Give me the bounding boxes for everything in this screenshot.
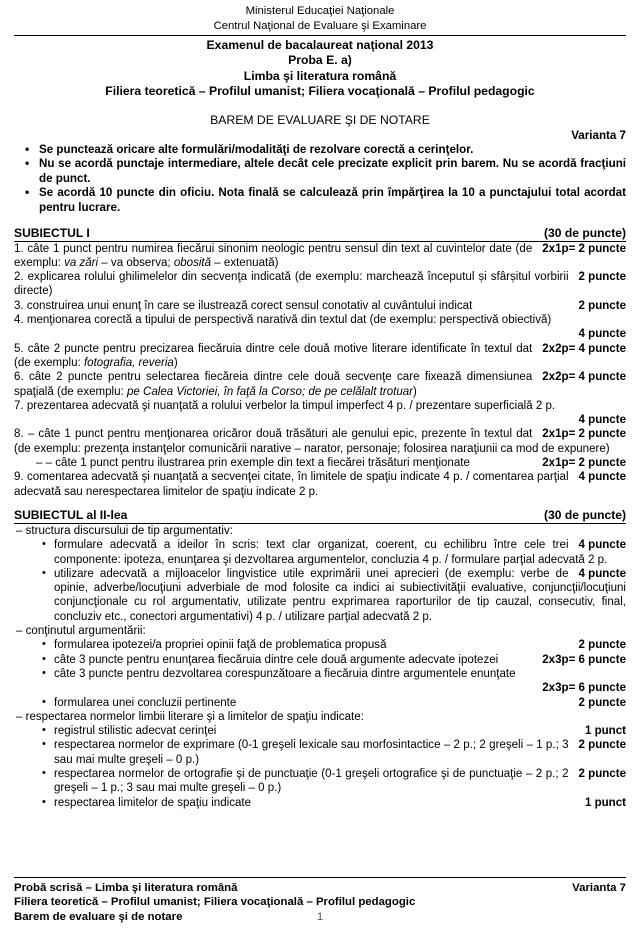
subject-1-item-9 [14,470,626,499]
points-value: 2 puncte [578,271,626,284]
subject-1-item-8b: 2x1p= 2 puncte – – câte 1 punct pentru ilustrarea prin exemple din text a fiecărei trăsături menţionate [36,457,626,470]
item-text: respectarea normelor de ortografie şi de punctuaţie (0-1 greşeli ortografice şi de punctuaţie – 2 p.; 2 greşeli – 1 p.; 3 sau mai multe greşeli – 0 p.) [54,767,569,795]
subject-1-item-7 [14,399,626,413]
subject-2-title: SUBIECTUL al II-lea [14,507,128,522]
exam-title-line-1: Examenul de bacalaureat naţional 2013 [206,38,434,52]
points-value: • 2 puncte [578,767,626,780]
criteria-item [14,653,626,667]
header-divider [14,35,626,36]
subject-1-item-1 [14,242,626,271]
item-text: 9. comentarea adecvată şi nuanţată a secvenţei citate, în limitele de spaţiu indicate 4 p. / comentarea parţial adecvată sau nerespectarea limitelor de spaţiu indicate 2 p. [14,471,569,498]
points-value: • 4 puncte [578,539,626,552]
item-emphasis: va zări [64,256,99,269]
item-text: utilizare adecvată a mijloacelor lingvistice utile exprimării unei aprecieri (de exemplu: verbe de opinie, adverbe/locuţiuni adverbiale de mod folosite ca indici ai subiectivităţii evaluative, conjuncţii/locuţiuni conjuncţionale cu rol argumentativ, utilizate pentru exprimarea raporturilor de tip cauzal, consecutiv, final, concluziv etc., conectori argumentativi) 4 p. / utilizare parţial adecvată 2 p. [54,567,626,623]
document-header [14,4,626,142]
item-text: – va observa; [98,256,174,269]
item-text: 8. – câte 1 punct pentru menţionarea oricăror două trăsături ale genului epic, prezente în textul dat (de exemplu: prezenţa instanţelor comunicării narative – narator, personaje; folosirea naraţiunii ca mod de expunere) [14,428,610,455]
barem-title: BAREM DE EVALUARE ŞI DE NOTARE [210,112,430,127]
points-value: • 2 puncte [578,696,626,709]
subject-1-item-8a [14,427,626,456]
item-text: 2. explicarea rolului ghilimelelor din secvenţa indicată (de exemplu: marchează începutul și sfârșitul vorbirii directe) [14,271,569,298]
points-value: 2x1p= 2 puncte [542,457,626,470]
points-value: • 4 puncte [578,567,626,580]
points-value: 2x1p= 2 puncte [542,428,626,441]
points-value: 2x2p= 4 puncte [542,371,626,384]
item-text: respectarea normelor de exprimare (0-1 greşeli lexicale sau morfosintactice – 2 p.; 2 greşeli – 1 p.; 3 sau mai multe greşeli – 0 p.) [54,739,569,766]
points-value: 2x2p= 4 puncte [542,342,626,355]
points-value: • 1 punct [584,796,626,809]
varianta-label: Varianta 7 [571,128,626,142]
criteria-item [14,767,626,796]
note-item: • Se punctează oricare alte formulări/modalităţi de rezolvare corectă a cerinţelor. [14,143,626,158]
item-text: ) [413,385,417,398]
points-value: • 2x3p= 6 puncte [542,653,626,666]
subject-2-header [14,508,626,524]
subject-2-group-1-list [14,538,626,624]
points-value: 4 puncte [578,471,626,484]
item-text: 4. menţionarea corectă a tipului de perspectivă narativă din textul dat (de exemplu: perspectivă obiectivă) [14,314,552,327]
criteria-item [14,667,626,681]
criteria-item [14,738,626,767]
ministry-line-1: Ministerul Educaţiei Naţionale [245,5,395,17]
subject-2-group-3-label: – respectarea normelor limbii literare şi a limitelor de spaţiu indicate: [16,710,364,723]
subject-1-title: SUBIECTUL I [14,225,90,240]
item-text: formularea unei concluzii pertinente [54,696,237,709]
points-value: • 2 puncte [578,739,626,752]
subject-2-group-2-list-cont [14,696,626,710]
document-footer [14,876,626,924]
item-emphasis: obosită [173,256,212,269]
subject-1-item-6 [14,370,626,399]
exam-title-line-3: Limba şi literatura română [243,68,397,83]
item-emphasis: pe Calea Victoriei, în faţă la Corso; de pe celălalt trotuar [126,385,414,398]
criteria-item [14,796,626,810]
points-value: • 2 puncte [578,639,626,652]
subject-1-item-2 [14,270,626,299]
item-text: 7. prezentarea adecvată şi nuanţată a rolului verbelor la timpul imperfect 4 p. / prezentare superficială 2 p. [14,399,556,412]
item-text: 5. câte 2 puncte pentru precizarea fiecăruia dintre cele două motive literare identificate în textul dat (de exemplu: [14,342,533,369]
item-text: registrul stilistic adecvat cerinţei [54,725,217,738]
note-item: • Nu se acordă punctaje intermediare, altele decât cele precizate explicit prin barem. Nu se acordă fracţiuni de punct. [14,157,626,186]
item-text: câte 3 puncte pentru dezvoltarea corespunzătoare a fiecăruia dintre argumentele enunţate [54,667,516,680]
points-value: 2 puncte [578,299,626,312]
item-text: 6. câte 2 puncte pentru selectarea fiecăreia dintre cele două secvenţe care fixează dimensiunea spaţială (de exemplu: [14,371,533,398]
footer-line-3: Barem de evaluare şi de notare [14,910,183,923]
subject-1-item-5 [14,342,626,371]
item-text: formularea ipotezei/a propriei opinii faţă de problematica propusă [54,639,387,652]
subject-2-group-2-item-3-points: 2x3p= 6 puncte [542,682,626,695]
subject-1-item-3 [14,299,626,313]
subject-1-header [14,226,626,242]
footer-divider [14,877,626,878]
criteria-item [14,567,626,624]
item-text: câte 3 puncte pentru enunţarea fiecăruia dintre cele două argumente adecvate ipotezei [54,653,499,666]
item-text: formulare adecvată a ideilor în scris: text clar organizat, coerent, cu echilibru între cele trei componente: ipoteza, enunţarea şi dezvoltarea argumentelor, concluzia 4 p. / formulare parţial adecvată 2 p. [54,539,608,566]
page-number: 1 [316,910,324,923]
exam-title-line-2: Proba E. a) [288,53,352,68]
subject-1-item-4-points: 4 puncte [578,328,626,341]
footer-row-1 [14,881,626,895]
points-value: • 1 punct [584,725,626,738]
item-text: respectarea limitelor de spaţiu indicate [54,796,252,809]
criteria-item [14,538,626,567]
criteria-item [14,696,626,710]
item-text: 1. câte 1 punct pentru numirea fiecărui sinonim neologic pentru sensul din text al cuvintelor date (de exemplu: [14,242,533,269]
footer-varianta: Varianta 7 [572,882,626,895]
subject-2-group-2-label: – conţinutul argumentării: [16,625,146,638]
subject-2-group-1-label: – structura discursului de tip argumentativ: [16,524,233,537]
item-emphasis: fotografia, reveria [83,356,174,369]
footer-line-2: Filiera teoretică – Profilul umanist; Filiera vocaţională – Profilul pedagogic [14,896,416,909]
item-text: – câte 1 punct pentru ilustrarea prin exemple din text a fiecărei trăsături menţionate [45,457,470,470]
ministry-line-2: Centrul Naţional de Evaluare şi Examinare [213,20,427,32]
points-value: 2x1p= 2 puncte [542,242,626,255]
subject-2-group-2-list [14,638,626,681]
exam-title-line-4: Filiera teoretică – Profilul umanist; Filiera vocaţională – Profilul pedagogic [105,84,535,99]
item-text: – extenuată) [211,256,279,269]
criteria-item [14,638,626,652]
subject-2-group-3-list [14,724,626,810]
subject-1-points: (30 de puncte) [544,225,626,240]
general-notes-list [14,143,626,216]
item-text: 3. construirea unui enunţ în care se ilustrează corect sensul conotativ al cuvântului indicat [14,299,473,312]
footer-line-1: Probă scrisă – Limba şi literatura română [14,882,238,895]
item-text: ) [173,356,178,369]
criteria-item [14,724,626,738]
subject-2-points: (30 de puncte) [544,507,626,522]
note-item: • Se acordă 10 puncte din oficiu. Nota finală se calculează prin împărţirea la 10 a punctajului total acordat pentru lucrare. [14,186,626,215]
subject-1-item-7-points: 4 puncte [578,414,626,427]
footer-row-3 [14,910,626,924]
subject-1-item-4 [14,313,626,327]
